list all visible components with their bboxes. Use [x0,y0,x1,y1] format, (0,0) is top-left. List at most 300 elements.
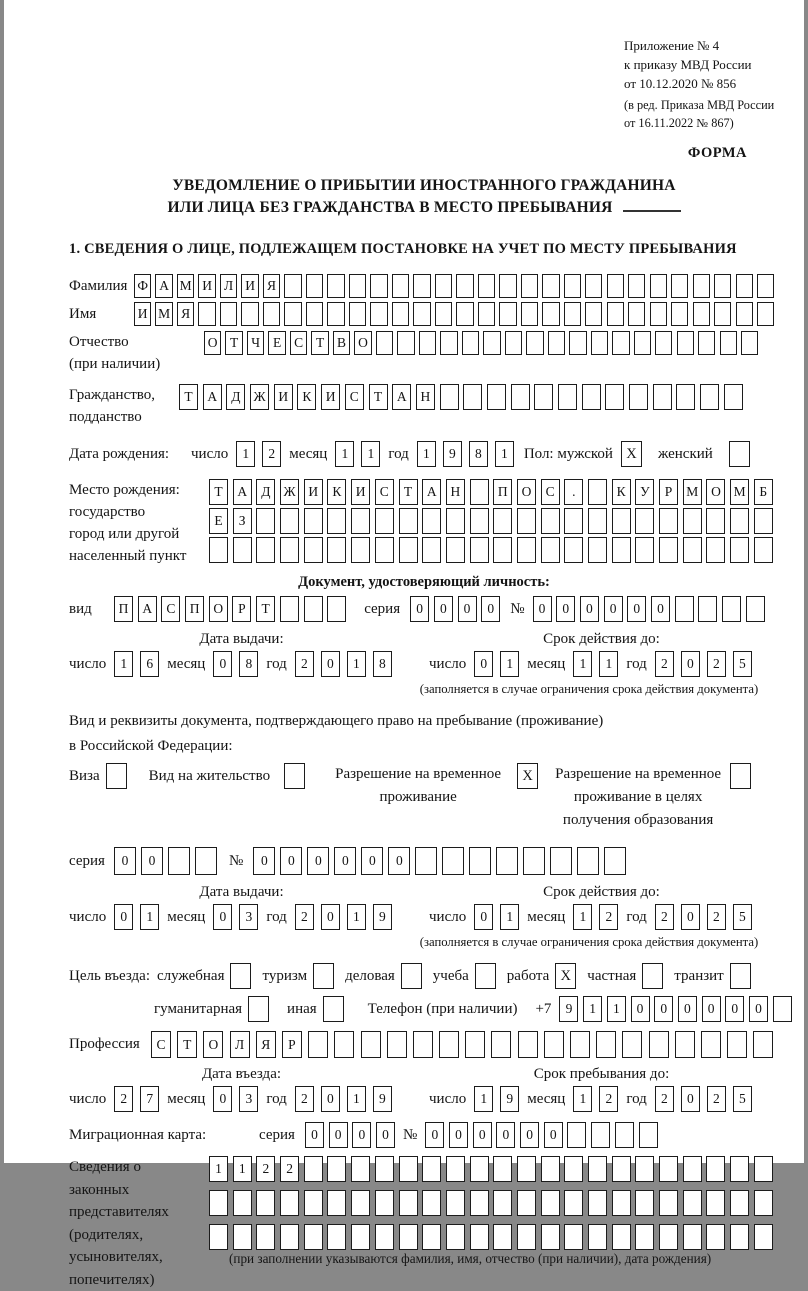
char-cell[interactable] [542,302,559,326]
char-cell[interactable] [419,331,436,355]
char-cell[interactable] [622,1031,642,1058]
char-cell[interactable] [629,384,648,410]
char-cell[interactable]: 0 [631,996,650,1022]
char-cell[interactable] [220,302,237,326]
char-cell[interactable]: П [493,479,512,505]
char-cell[interactable] [422,1190,441,1216]
sex-male-checkbox[interactable]: X [621,441,642,467]
char-cell[interactable]: 0 [580,596,599,622]
char-cell[interactable]: А [155,274,172,298]
char-cell[interactable] [462,331,479,355]
char-cell[interactable] [256,1224,275,1250]
char-cell[interactable]: 2 [599,904,618,930]
char-cell[interactable]: 0 [376,1122,395,1148]
char-cell[interactable] [446,537,465,563]
char-cell[interactable]: 0 [627,596,646,622]
char-cell[interactable] [327,302,344,326]
char-cell[interactable] [541,508,560,534]
char-cell[interactable]: 1 [583,996,602,1022]
char-cell[interactable] [327,537,346,563]
char-cell[interactable] [306,274,323,298]
char-cell[interactable]: И [304,479,323,505]
char-cell[interactable] [683,1190,702,1216]
char-cell[interactable] [612,1224,631,1250]
char-cell[interactable]: 0 [305,1122,324,1148]
char-cell[interactable] [263,302,280,326]
char-cell[interactable]: 0 [654,996,673,1022]
char-cell[interactable]: П [114,596,133,622]
char-cell[interactable]: Д [256,479,275,505]
char-cell[interactable]: А [392,384,411,410]
char-cell[interactable]: М [177,274,194,298]
char-cell[interactable] [493,537,512,563]
char-cell[interactable]: Т [256,596,275,622]
char-cell[interactable]: Т [311,331,328,355]
char-cell[interactable] [422,508,441,534]
char-cell[interactable]: А [233,479,252,505]
char-cell[interactable] [635,508,654,534]
char-cell[interactable]: И [198,274,215,298]
purpose-option-checkbox[interactable] [230,963,251,989]
char-cell[interactable]: 0 [141,847,163,875]
char-cell[interactable]: 2 [262,441,281,467]
char-cell[interactable] [564,1190,583,1216]
char-cell[interactable] [499,274,516,298]
char-cell[interactable] [649,1031,669,1058]
char-cell[interactable] [754,1190,773,1216]
char-cell[interactable] [612,537,631,563]
char-cell[interactable]: М [683,479,702,505]
char-cell[interactable]: 2 [280,1156,299,1182]
char-cell[interactable]: Я [263,274,280,298]
char-cell[interactable] [653,384,672,410]
char-cell[interactable] [440,331,457,355]
char-cell[interactable]: 2 [295,904,314,930]
char-cell[interactable] [612,1156,631,1182]
char-cell[interactable] [698,331,715,355]
char-cell[interactable]: 1 [417,441,436,467]
char-cell[interactable] [585,302,602,326]
char-cell[interactable] [720,331,737,355]
char-cell[interactable] [387,1031,407,1058]
char-cell[interactable] [754,508,773,534]
char-cell[interactable] [550,847,572,875]
char-cell[interactable] [233,537,252,563]
char-cell[interactable]: 5 [733,1086,752,1112]
char-cell[interactable] [413,274,430,298]
char-cell[interactable] [541,1190,560,1216]
char-cell[interactable]: Т [177,1031,197,1058]
char-cell[interactable] [493,1156,512,1182]
char-cell[interactable]: 9 [373,1086,392,1112]
char-cell[interactable] [505,331,522,355]
char-cell[interactable]: 5 [733,904,752,930]
char-cell[interactable]: М [155,302,172,326]
char-cell[interactable]: 1 [474,1086,493,1112]
char-cell[interactable] [693,302,710,326]
char-cell[interactable]: Р [282,1031,302,1058]
char-cell[interactable] [639,1122,658,1148]
char-cell[interactable] [327,508,346,534]
char-cell[interactable]: Л [230,1031,250,1058]
char-cell[interactable] [730,1224,749,1250]
purpose-option-checkbox[interactable] [323,996,344,1022]
char-cell[interactable]: 1 [209,1156,228,1182]
char-cell[interactable]: А [203,384,222,410]
char-cell[interactable]: 0 [544,1122,563,1148]
char-cell[interactable]: 0 [474,904,493,930]
char-cell[interactable] [534,384,553,410]
char-cell[interactable] [591,1122,610,1148]
char-cell[interactable] [456,274,473,298]
char-cell[interactable] [564,1156,583,1182]
char-cell[interactable] [511,384,530,410]
char-cell[interactable]: 0 [321,651,340,677]
char-cell[interactable]: 0 [604,596,623,622]
char-cell[interactable]: 9 [500,1086,519,1112]
char-cell[interactable]: 2 [295,651,314,677]
char-cell[interactable]: 0 [681,651,700,677]
char-cell[interactable] [564,508,583,534]
char-cell[interactable] [585,274,602,298]
char-cell[interactable] [523,847,545,875]
char-cell[interactable] [635,1190,654,1216]
char-cell[interactable]: С [541,479,560,505]
char-cell[interactable] [463,384,482,410]
char-cell[interactable] [439,1031,459,1058]
char-cell[interactable] [284,302,301,326]
char-cell[interactable] [399,1156,418,1182]
char-cell[interactable] [306,302,323,326]
char-cell[interactable] [470,1156,489,1182]
char-cell[interactable] [422,1156,441,1182]
char-cell[interactable] [233,1190,252,1216]
char-cell[interactable] [375,508,394,534]
char-cell[interactable] [422,1224,441,1250]
char-cell[interactable]: К [297,384,316,410]
char-cell[interactable]: 1 [573,651,592,677]
char-cell[interactable] [397,331,414,355]
char-cell[interactable] [706,537,725,563]
char-cell[interactable] [569,331,586,355]
purpose-option-checkbox[interactable]: X [555,963,576,989]
char-cell[interactable] [754,1156,773,1182]
char-cell[interactable] [399,1190,418,1216]
char-cell[interactable] [746,596,765,622]
char-cell[interactable] [483,331,500,355]
char-cell[interactable]: 6 [140,651,159,677]
char-cell[interactable]: С [345,384,364,410]
char-cell[interactable]: 2 [655,1086,674,1112]
char-cell[interactable] [280,596,299,622]
char-cell[interactable] [706,1156,725,1182]
char-cell[interactable]: Б [754,479,773,505]
char-cell[interactable]: 0 [556,596,575,622]
char-cell[interactable] [577,847,599,875]
char-cell[interactable] [676,384,695,410]
char-cell[interactable]: 0 [213,904,232,930]
char-cell[interactable]: 0 [473,1122,492,1148]
char-cell[interactable]: 2 [295,1086,314,1112]
char-cell[interactable]: 3 [239,1086,258,1112]
sex-female-checkbox[interactable] [729,441,750,467]
char-cell[interactable] [517,537,536,563]
char-cell[interactable]: 0 [449,1122,468,1148]
char-cell[interactable] [327,1156,346,1182]
purpose-option-checkbox[interactable] [475,963,496,989]
char-cell[interactable] [671,302,688,326]
char-cell[interactable] [442,847,464,875]
char-cell[interactable] [209,1190,228,1216]
char-cell[interactable] [327,1190,346,1216]
char-cell[interactable] [567,1122,586,1148]
char-cell[interactable]: П [185,596,204,622]
char-cell[interactable]: 0 [321,1086,340,1112]
char-cell[interactable]: 7 [140,1086,159,1112]
char-cell[interactable]: 0 [280,847,302,875]
char-cell[interactable] [730,508,749,534]
char-cell[interactable] [659,1224,678,1250]
char-cell[interactable]: Н [446,479,465,505]
char-cell[interactable]: Ж [250,384,269,410]
temp-residence-edu-checkbox[interactable] [730,763,751,789]
char-cell[interactable]: О [204,331,221,355]
char-cell[interactable] [280,1190,299,1216]
visa-checkbox[interactable] [106,763,127,789]
char-cell[interactable]: И [274,384,293,410]
char-cell[interactable] [361,1031,381,1058]
char-cell[interactable]: 1 [573,1086,592,1112]
char-cell[interactable] [470,537,489,563]
char-cell[interactable] [284,274,301,298]
char-cell[interactable]: В [333,331,350,355]
purpose-option-checkbox[interactable] [730,963,751,989]
char-cell[interactable]: 0 [329,1122,348,1148]
char-cell[interactable]: С [161,596,180,622]
char-cell[interactable] [304,1190,323,1216]
char-cell[interactable]: 0 [481,596,500,622]
char-cell[interactable] [496,847,518,875]
char-cell[interactable] [588,1156,607,1182]
char-cell[interactable]: 1 [495,441,514,467]
char-cell[interactable] [605,384,624,410]
char-cell[interactable]: Д [226,384,245,410]
char-cell[interactable] [327,596,346,622]
char-cell[interactable]: С [290,331,307,355]
char-cell[interactable] [588,1224,607,1250]
char-cell[interactable] [304,1156,323,1182]
char-cell[interactable] [635,537,654,563]
char-cell[interactable]: 1 [361,441,380,467]
char-cell[interactable]: 8 [239,651,258,677]
char-cell[interactable] [635,1156,654,1182]
char-cell[interactable] [351,1190,370,1216]
char-cell[interactable] [588,508,607,534]
char-cell[interactable] [470,1224,489,1250]
char-cell[interactable]: 1 [599,651,618,677]
char-cell[interactable]: И [134,302,151,326]
char-cell[interactable] [564,274,581,298]
char-cell[interactable] [233,1224,252,1250]
char-cell[interactable]: 0 [434,596,453,622]
char-cell[interactable] [349,302,366,326]
char-cell[interactable]: Т [399,479,418,505]
char-cell[interactable]: . [564,479,583,505]
char-cell[interactable]: 0 [533,596,552,622]
char-cell[interactable]: 0 [253,847,275,875]
char-cell[interactable]: 1 [114,651,133,677]
char-cell[interactable]: 0 [496,1122,515,1148]
char-cell[interactable]: Т [179,384,198,410]
char-cell[interactable] [754,1224,773,1250]
char-cell[interactable] [375,1190,394,1216]
char-cell[interactable] [304,1224,323,1250]
char-cell[interactable] [308,1031,328,1058]
char-cell[interactable]: З [233,508,252,534]
purpose-option-checkbox[interactable] [313,963,334,989]
char-cell[interactable]: 3 [239,904,258,930]
char-cell[interactable] [478,274,495,298]
char-cell[interactable] [544,1031,564,1058]
char-cell[interactable]: 0 [321,904,340,930]
char-cell[interactable]: А [422,479,441,505]
char-cell[interactable] [304,537,323,563]
char-cell[interactable]: 1 [500,651,519,677]
char-cell[interactable] [683,508,702,534]
char-cell[interactable] [615,1122,634,1148]
char-cell[interactable]: Ж [280,479,299,505]
char-cell[interactable] [736,274,753,298]
char-cell[interactable] [304,508,323,534]
char-cell[interactable] [730,1156,749,1182]
char-cell[interactable] [351,537,370,563]
char-cell[interactable]: О [203,1031,223,1058]
char-cell[interactable]: 8 [469,441,488,467]
char-cell[interactable] [209,1224,228,1250]
char-cell[interactable]: 9 [373,904,392,930]
char-cell[interactable]: 2 [599,1086,618,1112]
char-cell[interactable] [399,508,418,534]
char-cell[interactable]: Ч [247,331,264,355]
char-cell[interactable]: 1 [140,904,159,930]
char-cell[interactable] [671,274,688,298]
char-cell[interactable] [399,1224,418,1250]
char-cell[interactable] [706,1224,725,1250]
char-cell[interactable] [469,847,491,875]
char-cell[interactable] [168,847,190,875]
char-cell[interactable] [714,274,731,298]
char-cell[interactable]: 1 [335,441,354,467]
char-cell[interactable] [683,1224,702,1250]
char-cell[interactable] [375,537,394,563]
char-cell[interactable]: Е [268,331,285,355]
char-cell[interactable]: Р [659,479,678,505]
char-cell[interactable] [446,1156,465,1182]
char-cell[interactable] [650,274,667,298]
char-cell[interactable] [628,302,645,326]
char-cell[interactable] [754,537,773,563]
char-cell[interactable] [392,302,409,326]
char-cell[interactable]: 5 [733,651,752,677]
char-cell[interactable]: 0 [213,1086,232,1112]
char-cell[interactable] [757,302,774,326]
char-cell[interactable] [493,1224,512,1250]
char-cell[interactable]: Ф [134,274,151,298]
char-cell[interactable] [280,537,299,563]
char-cell[interactable]: 2 [707,1086,726,1112]
char-cell[interactable] [327,1224,346,1250]
char-cell[interactable]: О [517,479,536,505]
char-cell[interactable]: 1 [573,904,592,930]
char-cell[interactable]: 9 [443,441,462,467]
char-cell[interactable]: 0 [307,847,329,875]
char-cell[interactable]: 0 [678,996,697,1022]
char-cell[interactable]: Я [177,302,194,326]
char-cell[interactable]: Л [220,274,237,298]
char-cell[interactable]: 0 [114,847,136,875]
char-cell[interactable]: 1 [347,651,366,677]
char-cell[interactable] [612,508,631,534]
char-cell[interactable] [659,1156,678,1182]
char-cell[interactable] [256,537,275,563]
char-cell[interactable]: О [706,479,725,505]
char-cell[interactable] [564,1224,583,1250]
char-cell[interactable]: 2 [114,1086,133,1112]
char-cell[interactable] [659,537,678,563]
char-cell[interactable]: И [351,479,370,505]
char-cell[interactable]: М [730,479,749,505]
char-cell[interactable]: 1 [607,996,626,1022]
char-cell[interactable]: 1 [347,904,366,930]
char-cell[interactable]: К [612,479,631,505]
char-cell[interactable] [724,384,743,410]
char-cell[interactable] [582,384,601,410]
char-cell[interactable]: 0 [458,596,477,622]
char-cell[interactable] [349,274,366,298]
purpose-option-checkbox[interactable] [642,963,663,989]
char-cell[interactable] [701,1031,721,1058]
char-cell[interactable]: К [327,479,346,505]
char-cell[interactable] [334,1031,354,1058]
char-cell[interactable] [693,274,710,298]
char-cell[interactable]: Т [369,384,388,410]
residence-permit-checkbox[interactable] [284,763,305,789]
char-cell[interactable] [730,1190,749,1216]
char-cell[interactable]: 0 [425,1122,444,1148]
char-cell[interactable] [370,274,387,298]
char-cell[interactable] [351,508,370,534]
char-cell[interactable] [517,508,536,534]
char-cell[interactable] [607,302,624,326]
char-cell[interactable]: О [354,331,371,355]
char-cell[interactable] [370,302,387,326]
char-cell[interactable] [570,1031,590,1058]
char-cell[interactable]: И [321,384,340,410]
char-cell[interactable]: У [635,479,654,505]
char-cell[interactable]: 0 [388,847,410,875]
char-cell[interactable] [757,274,774,298]
char-cell[interactable] [604,847,626,875]
char-cell[interactable]: 2 [655,904,674,930]
char-cell[interactable] [714,302,731,326]
char-cell[interactable] [591,331,608,355]
char-cell[interactable] [659,1190,678,1216]
char-cell[interactable]: Т [225,331,242,355]
char-cell[interactable] [541,1156,560,1182]
char-cell[interactable] [470,479,489,505]
char-cell[interactable] [588,1190,607,1216]
char-cell[interactable] [521,302,538,326]
